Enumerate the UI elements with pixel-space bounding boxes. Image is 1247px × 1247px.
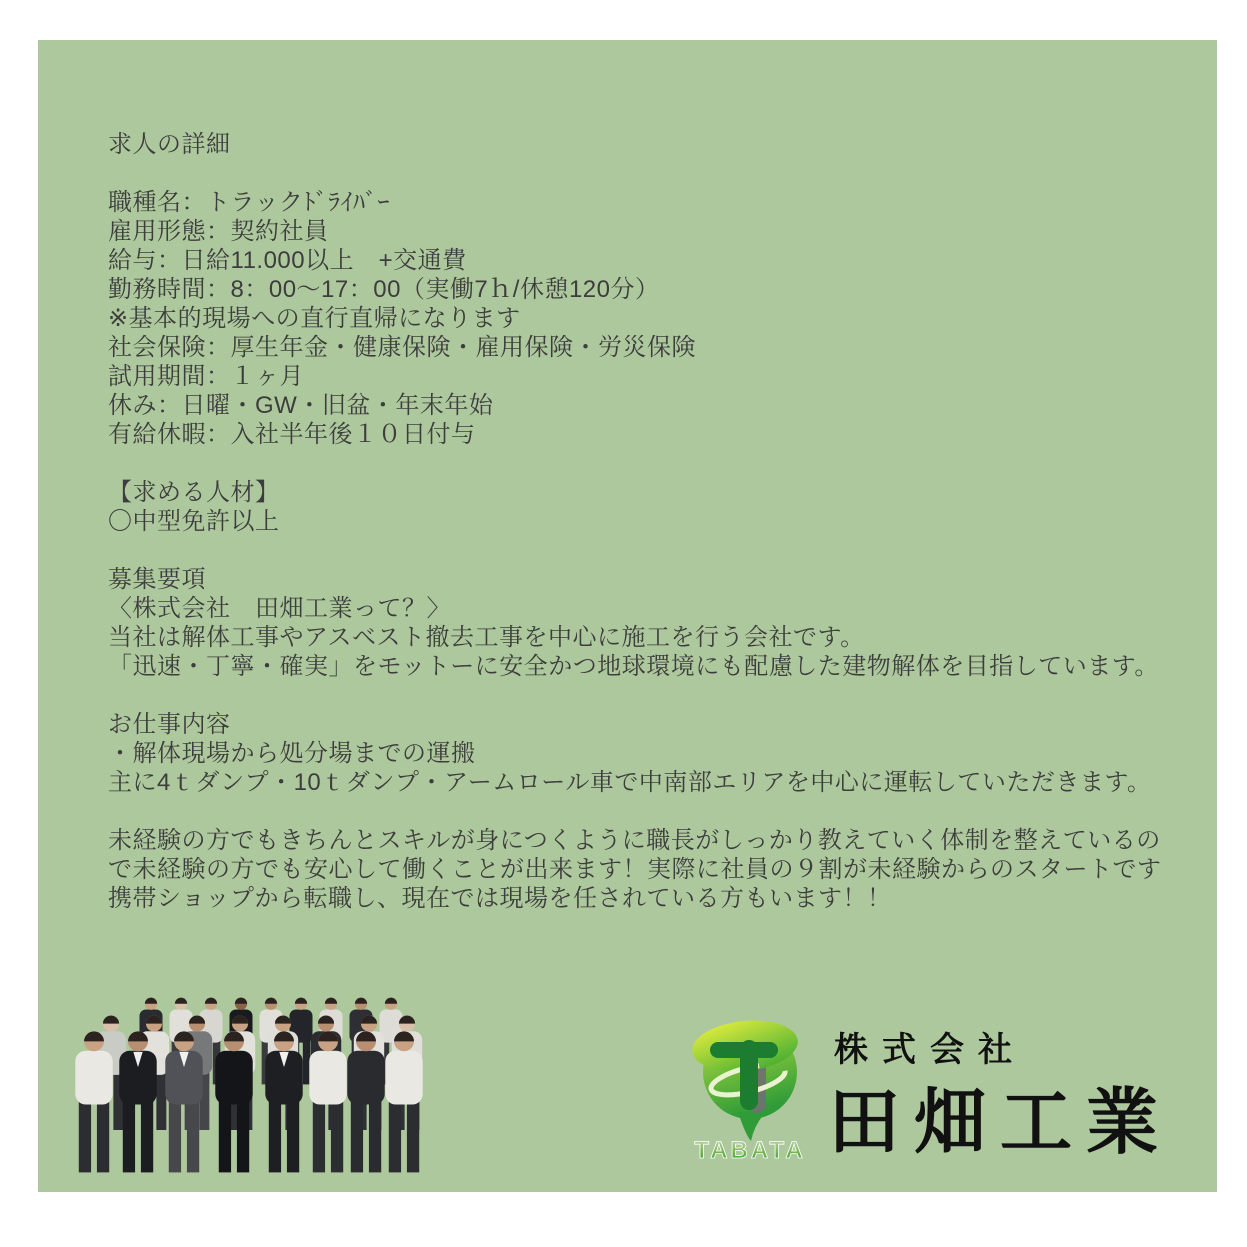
person-figure [309, 1031, 346, 1172]
text-line: 未経験の方でもきちんとスキルが身につくように職長がしっかり教えていく体制を整えているの [108, 827, 1161, 854]
job-description-text [108, 130, 1198, 913]
text-line: 雇用形態：契約社員 [108, 218, 329, 245]
text-line: 〇中型免許以上 [108, 508, 280, 535]
text-line: 試用期間：１ヶ月 [108, 363, 304, 390]
person-figure [119, 1031, 156, 1172]
text-line [108, 159, 1198, 188]
team-photo-illustration [66, 988, 446, 1193]
person-figure [165, 1031, 202, 1172]
person-figure [385, 1031, 422, 1172]
text-line [108, 536, 1198, 565]
text-line: お仕事内容 [108, 711, 231, 738]
text-line: 給与：日給11.000以上 +交通費 [108, 247, 467, 274]
text-line: 当社は解体工事やアスベスト撤去工事を中心に施工を行う会社です。 [108, 624, 865, 651]
person-figure [265, 1031, 302, 1172]
text-line: 【求める人材】 [108, 479, 280, 506]
text-line: 求人の詳細 [108, 131, 231, 158]
company-logo [688, 1008, 1218, 1188]
text-line: 勤務時間：8：00～17：00（実働7ｈ/休憩120分） [108, 276, 660, 303]
team-photo [66, 988, 446, 1193]
text-line: 携帯ショップから転職し、現在では現場を任されている方もいます！！ [108, 885, 892, 912]
text-line: 社会保険：厚生年金・健康保険・雇用保険・労災保険 [108, 334, 696, 361]
text-line: ・解体現場から処分場までの運搬 [108, 740, 476, 767]
text-line: 有給休暇：入社半年後１０日付与 [108, 421, 476, 448]
text-line [108, 449, 1198, 478]
text-line: 休み：日曜・GW・旧盆・年末年始 [108, 392, 494, 419]
text-line: ※基本的現場への直行直帰になります [108, 305, 521, 332]
text-line [108, 797, 1198, 826]
text-line: で未経験の方でも安心して働くことが出来ます！実際に社員の９割が未経験からのスタートです [108, 856, 1162, 883]
text-line: 職種名：トラックﾄﾞﾗｲﾊﾞｰ [108, 189, 391, 216]
text-line [108, 681, 1198, 710]
text-line: 〈株式会社 田畑工業って？〉 [108, 595, 451, 622]
person-figure [215, 1031, 252, 1172]
text-line: 主に4ｔダンプ・10ｔダンプ・アームロール車で中南部エリアを中心に運転していただきます。 [108, 769, 1152, 796]
text-line: 「迅速・丁寧・確実」をモットーに安全かつ地球環境にも配慮した建物解体を目指しています。 [108, 653, 1159, 680]
text-line: 募集要項 [108, 566, 206, 593]
green-sheet [38, 40, 1217, 1192]
tabata-wordmark: TABATA [694, 1137, 806, 1164]
tabata-globe-icon [688, 1008, 813, 1166]
person-figure [75, 1031, 112, 1172]
person-figure [347, 1031, 384, 1172]
company-prefix: 株式会社 [834, 1030, 1026, 1070]
company-name: 田畑工業 [828, 1079, 1173, 1164]
